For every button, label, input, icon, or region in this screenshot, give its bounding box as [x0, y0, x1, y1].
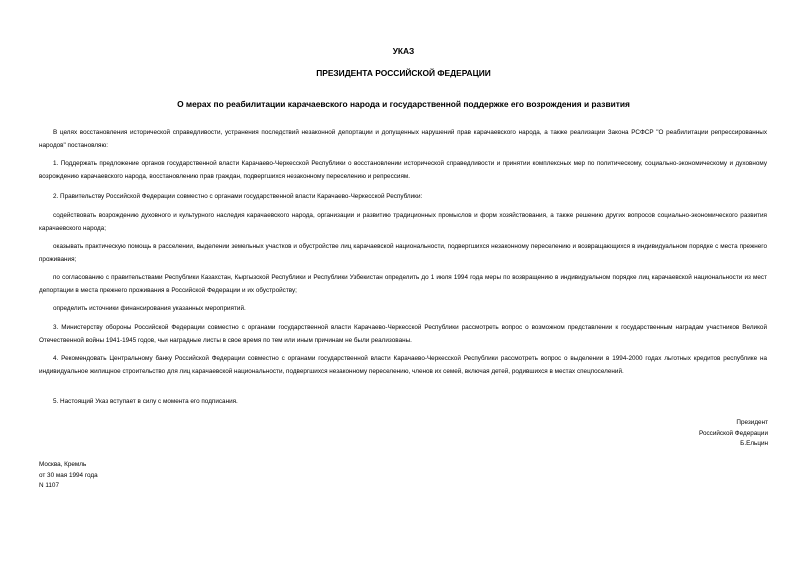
item-3-paragraph: 3. Министерству обороны Российской Федерации совместно с органами государственной власти Карачаево-Черкесской Республики рассмотреть вопрос о возможном представлении к государственным наградам участников Великой Отечественной войны 1941-1945 годов, чьи наградные листы в свое время по тем или иным причинам не были реализованы. — [39, 324, 767, 344]
item-2c-paragraph: по согласованию с правительствами Республики Казахстан, Кыргызской Республики и Республики Узбекистан определить до 1 июля 1994 года меры по возвращению в индивидуальном порядке лиц карачаевской национальности из мест депортации в места прежнего проживания в Российской Федерации и их обустройству; — [39, 274, 767, 294]
place-date-block — [39, 460, 239, 492]
signature-country: Российской Федерации — [699, 429, 768, 437]
item-4-paragraph: 4. Рекомендовать Центральному банку Российской Федерации совместно с органами государственной власти Карачаево-Черкесской Республики рассмотреть вопрос о выделении в 1994-2000 годах льготных кредитов республике на индивидуальное жилищное строительство для лиц карачаевской национальности, подвергшихся незаконному переселению, членов их семей, включая детей, родившихся в местах спецпоселений. — [39, 355, 767, 375]
item-1-paragraph: 1. Поддержать предложение органов государственной власти Карачаево-Черкесской Республики о восстановлении исторической справедливости и принятии комплексных мер по политическому, социально-экономическому и духовному возрождению карачаевского народа, восстановлению прав граждан, подвергшихся незаконному переселению и репрессиям. — [39, 160, 767, 180]
preamble-paragraph: В целях восстановления исторической справедливости, устранения последствий незаконной депортации и допущенных нарушений прав карачаевского народа, а также реализации Закона РСФСР "О реабилитации репрессированных народов" постановляю: — [39, 129, 767, 149]
document-type: УКАЗ — [392, 46, 415, 56]
item-2a-paragraph: содействовать возрождению духовного и культурного наследия карачаевского народа, организации и развитию традиционных промыслов и форм хозяйствования, а также решению других вопросов социально-экономического развития карачаевского народа; — [39, 212, 767, 232]
document-number: N 1107 — [39, 482, 59, 489]
item-2d-paragraph: определить источники финансирования указанных мероприятий. — [53, 305, 246, 312]
document-issuer: ПРЕЗИДЕНТА РОССИЙСКОЙ ФЕДЕРАЦИИ — [316, 68, 491, 78]
signature-name: Б.Ельцин — [740, 440, 768, 447]
item-2b-paragraph: оказывать практическую помощь в расселении, выделении земельных участков и обустройстве лиц карачаевской национальности, подвергшихся незаконному переселению и возвращающихся в индивидуальном порядке с места прежнего проживания; — [39, 243, 767, 263]
document-date: от 30 мая 1994 года — [39, 471, 98, 479]
place-city: Москва, Кремль — [39, 461, 87, 468]
item-5-paragraph: 5. Настоящий Указ вступает в силу с момента его подписания. — [53, 398, 238, 405]
item-2-paragraph: 2. Правительству Российской Федерации совместно с органами государственной власти Карачаево-Черкесской Республики: — [53, 193, 423, 200]
document-title: О мерах по реабилитации карачаевского народа и государственной поддержке его возрождения и развития — [177, 99, 630, 109]
signature-block — [568, 418, 768, 450]
signature-position: Президент — [736, 419, 768, 426]
